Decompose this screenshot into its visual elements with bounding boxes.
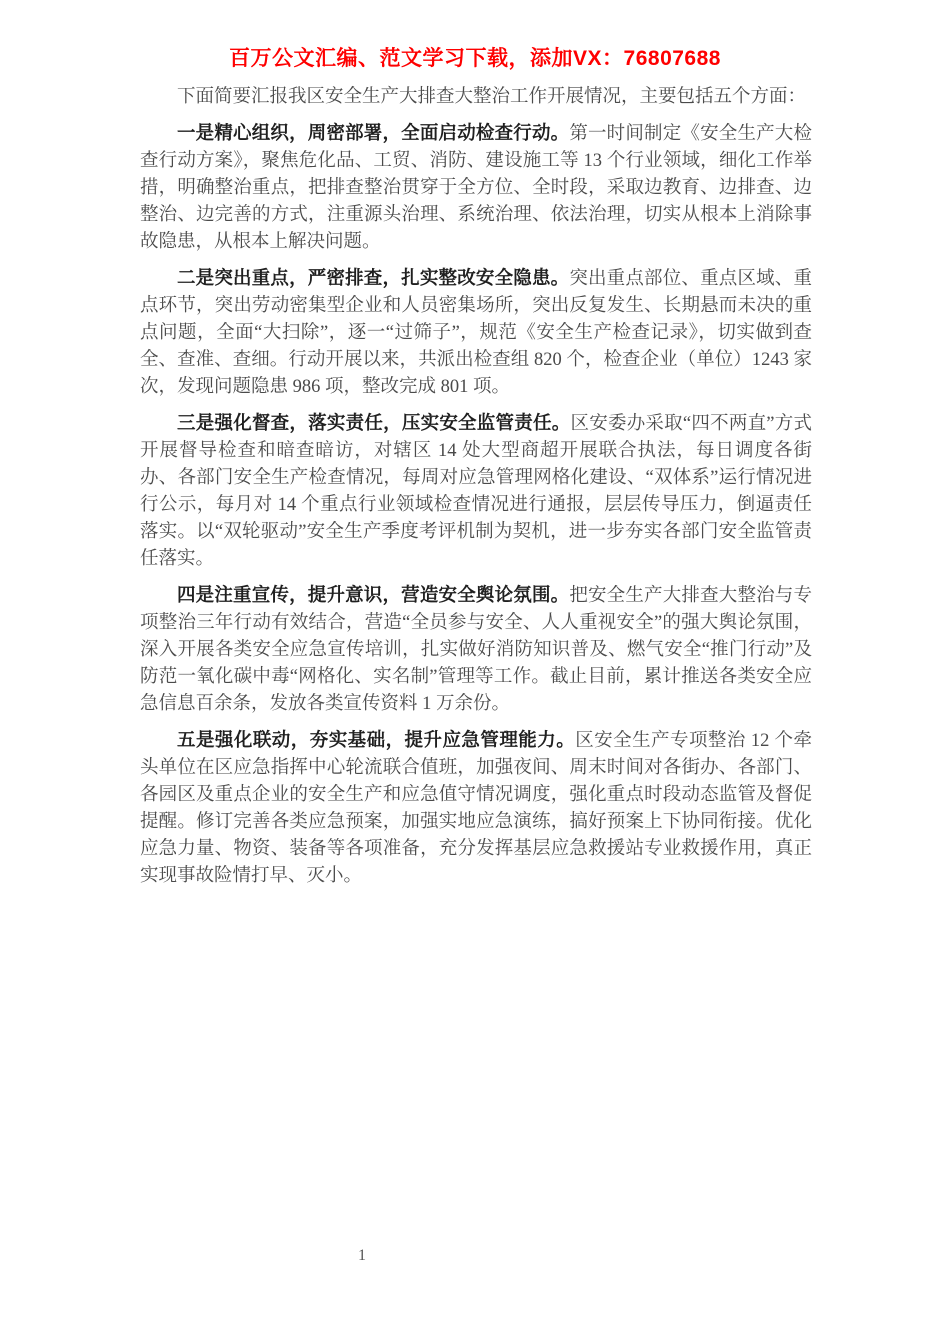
paragraph-4-text: 把安全生产大排查大整治与专项整治三年行动有效结合，营造“全员参与安全、人人重视安全”的强大舆论氛围，深入开展各类安全应急宣传培训，扎实做好消防知识普及、燃气安全“推门行动”及防范一氧化碳中毒“网格化、实名制”管理等工作。截止目前，累计推送各类安全应急信息百余条，发放各类宣传资料 1 万余份。 bbox=[140, 586, 812, 714]
paragraph-1-text: 第一时间制定《安全生产大检查行动方案》，聚焦危化品、工贸、消防、建设施工等 13 个行业领域，细化工作举措，明确整治重点，把排查整治贯穿于全方位、全时段，采取边教育、边排查、边整治、边完善的方式，注重源头治理、系统治理、依法治理，切实从根本上消除事故隐患，从根本上解决问题。 bbox=[140, 124, 812, 252]
promo-banner: 百万公文汇编、范文学习下载，添加VX：76807688 bbox=[229, 47, 721, 70]
paragraph-3-text: 区安委办采取“四不两直”方式开展督导检查和暗查暗访，对辖区 14 处大型商超开展联合执法，每日调度各街办、各部门安全生产检查情况，每周对应急管理网格化建设、“双体系”运行情况进行公示，每月对 14 个重点行业领域检查情况进行通报，层层传导压力，倒逼责任落实。以“双轮驱动”安全生产季度考评机制为契机，进一步夯实各部门安全监管责任落实。 bbox=[140, 414, 812, 569]
paragraph-3 bbox=[140, 411, 812, 573]
paragraph-4 bbox=[140, 583, 812, 718]
paragraph-5 bbox=[140, 728, 812, 890]
paragraph-5-lead: 五是强化联动，夯实基础，提升应急管理能力。 bbox=[177, 731, 576, 751]
paragraph-5-text: 区安全生产专项整治 12 个牵头单位在区应急指挥中心轮流联合值班，加强夜间、周末时间对各街办、各部门、各园区及重点企业的安全生产和应急值守情况调度，强化重点时段动态监管及督促提醒。修订完善各类应急预案，加强实地应急演练，搞好预案上下协同衔接。优化应急力量、物资、装备等各项准备，充分发挥基层应急救援站专业救援作用，真正实现事故险情打早、灭小。 bbox=[140, 731, 812, 886]
intro-paragraph: 下面简要汇报我区安全生产大排查大整治工作开展情况，主要包括五个方面： bbox=[177, 87, 807, 107]
paragraph-2 bbox=[140, 266, 812, 401]
paragraph-1 bbox=[140, 121, 812, 256]
document-body bbox=[140, 84, 812, 900]
paragraph-2-lead: 二是突出重点，严密排查，扎实整改安全隐患。 bbox=[177, 269, 570, 289]
paragraph-3-lead: 三是强化督查，落实责任，压实安全监管责任。 bbox=[177, 414, 571, 434]
page-number: 1 bbox=[358, 1247, 366, 1264]
paragraph-1-lead: 一是精心组织，周密部署，全面启动检查行动。 bbox=[177, 124, 570, 144]
paragraph-2-text: 突出重点部位、重点区域、重点环节，突出劳动密集型企业和人员密集场所，突出反复发生、长期悬而未决的重点问题，全面“大扫除”，逐一“过筛子”，规范《安全生产检查记录》，切实做到查全、查准、查细。行动开展以来，共派出检查组 820 个，检查企业（单位）1243 家次，发现问题隐患 986 项，整改完成 801 项。 bbox=[140, 269, 812, 397]
paragraph-4-lead: 四是注重宣传，提升意识，营造安全舆论氛围。 bbox=[177, 586, 570, 606]
